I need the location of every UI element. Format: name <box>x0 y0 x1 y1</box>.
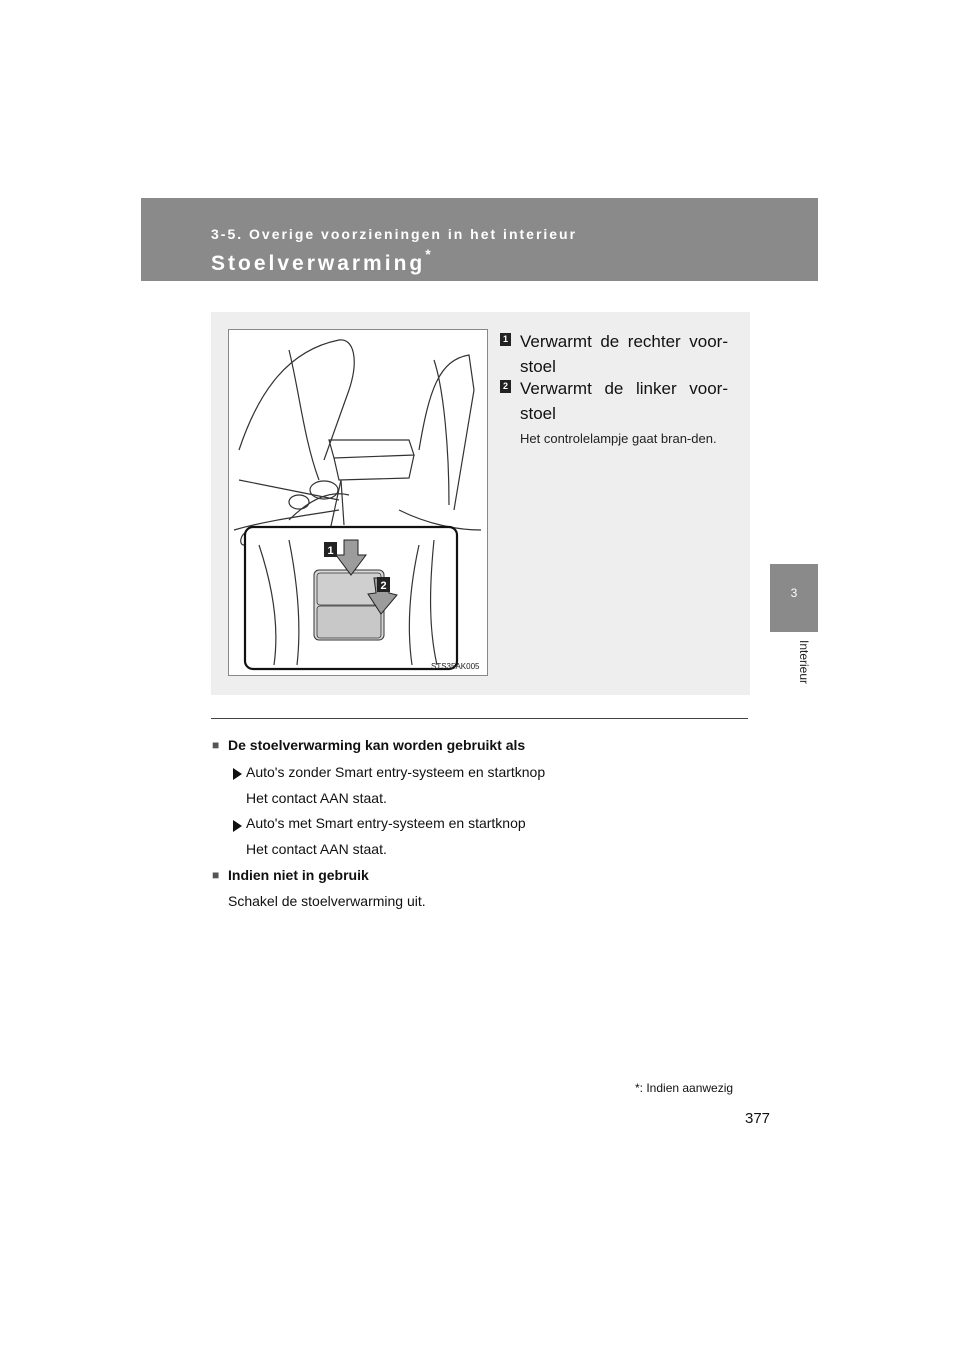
page-title <box>211 246 434 276</box>
bullet-square-2: ■ <box>212 868 220 882</box>
seat-heater-illustration <box>228 329 488 676</box>
bullet-square-1: ■ <box>212 738 220 752</box>
footnote <box>635 1081 733 1095</box>
callout-1-label: 1 <box>327 545 334 557</box>
section-divider <box>211 718 748 719</box>
chapter-label: Interieur <box>797 640 811 685</box>
heading-not-in-use: Indien niet in gebruik <box>228 867 369 883</box>
image-code: STS35AK005 <box>431 662 480 671</box>
condition-1: Auto's zonder Smart entry-systeem en startknop <box>246 764 546 780</box>
footnote-asterisk: * <box>635 1081 640 1095</box>
chapter-number: 3 <box>790 586 798 600</box>
footnote-text: : Indien aanwezig <box>639 1081 734 1095</box>
indicator-note: Het controlelampje gaat bran-den. <box>520 431 717 446</box>
page-number: 377 <box>745 1110 771 1127</box>
chapter-tab <box>770 564 818 632</box>
figure-box <box>211 312 750 695</box>
title-text: Stoelverwarming <box>211 252 426 275</box>
seat-illustration-drawing <box>229 330 487 675</box>
legend-badge-2: 2 <box>500 380 511 393</box>
arrow-bullet-2 <box>233 820 242 832</box>
result-2: Het contact AAN staat. <box>246 841 387 857</box>
arrow-bullet-1 <box>233 768 242 780</box>
heading-usage: De stoelverwarming kan worden gebruikt als <box>228 737 526 753</box>
not-in-use-text: Schakel de stoelverwarming uit. <box>228 893 426 909</box>
legend-text-1: Verwarmt de rechter voor-stoel <box>520 332 728 376</box>
legend-badge-1: 1 <box>500 333 511 346</box>
callout-2-label: 2 <box>380 580 387 592</box>
legend-text-2: Verwarmt de linker voor-stoel <box>520 379 728 423</box>
section-label: 3-5. Overige voorzieningen in het interieur <box>211 226 578 242</box>
condition-2: Auto's met Smart entry-systeem en startknop <box>246 815 526 831</box>
title-asterisk: * <box>425 246 434 262</box>
header-band <box>141 198 818 281</box>
result-1: Het contact AAN staat. <box>246 790 387 806</box>
